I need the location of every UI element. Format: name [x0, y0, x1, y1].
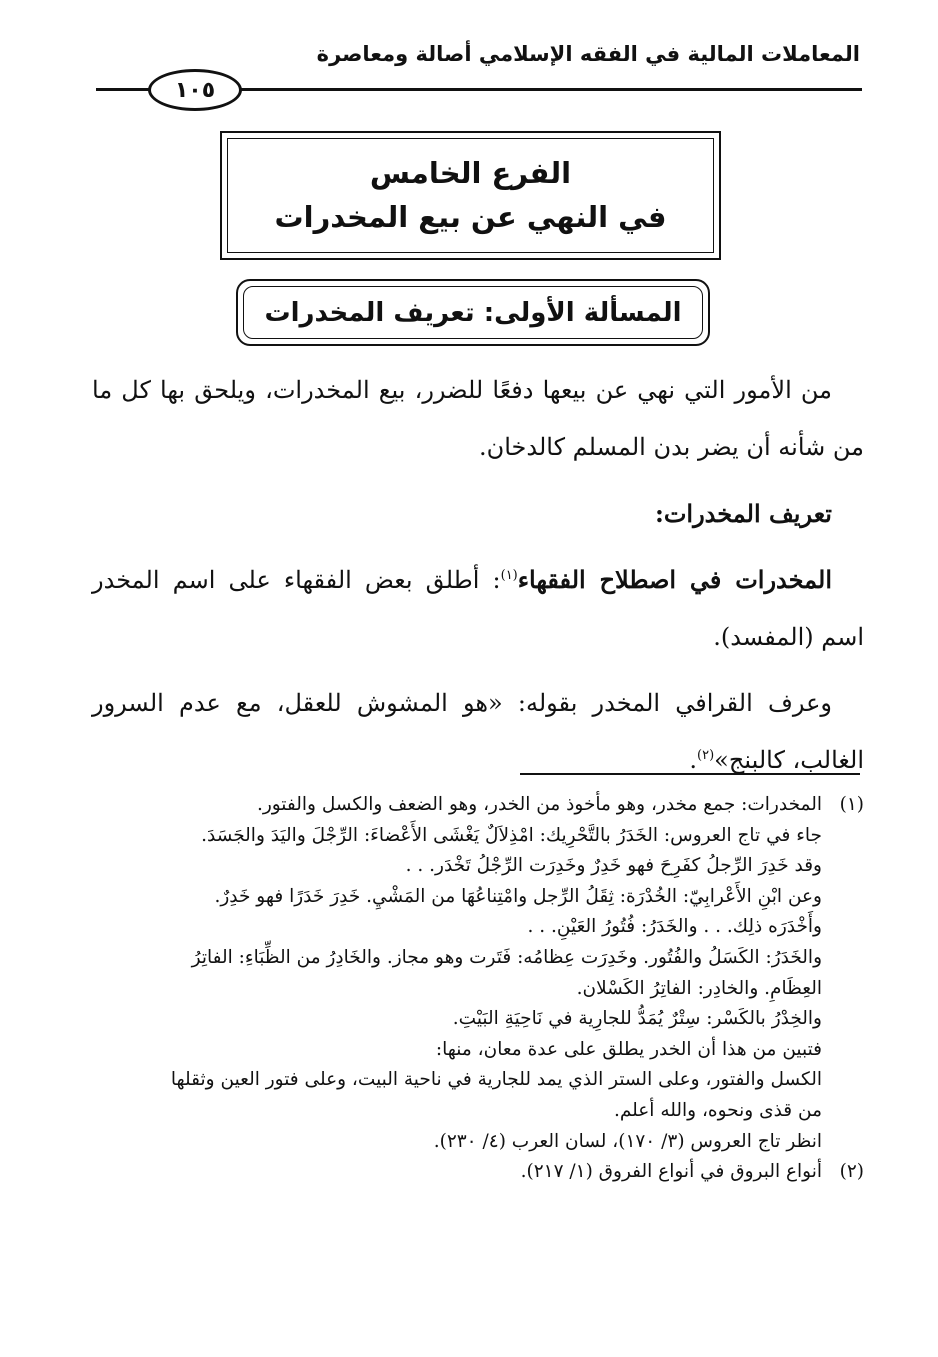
footnote-1-number: (١)	[839, 794, 864, 815]
definition-rest: : أطلق بعض الفقهاء على اسم المخدر اسم (المفسد).	[92, 566, 864, 651]
chapter-title-frame	[220, 131, 721, 260]
footnote-1-line: وأَخْدَرَه ذلِك. . . والخَدَرُ: فُتُورُ العَيْنِ. . .	[527, 916, 822, 938]
footnotes	[86, 790, 864, 1188]
chapter-title	[232, 147, 709, 244]
footnote-1-line: وقد خَدِرَ الرِّجلُ كفَرِحَ فهو خَدِرٌ وخَدِرَت الرِّجْلُ تَخْدَر. . .	[405, 855, 822, 877]
footnote-1-line: فتبين من هذا أن الخدر يطلق على عدة معان، منها:	[435, 1038, 822, 1060]
footnote-1-line: الكسل والفتور، وعلى الستر الذي يمد للجارية في ناحية البيت، وعلى فتور العين وثقلها	[170, 1069, 822, 1091]
definition-heading: تعريف المخدرات:	[654, 499, 832, 528]
section-title: المسألة الأولى: تعريف المخدرات	[264, 297, 682, 328]
footnote-2	[86, 1157, 864, 1188]
footnote-1-line: المخدرات: جمع مخدر، وهو مأخوذ من الخدر، وهو الضعف والكسل والفتور.	[256, 794, 822, 815]
footnote-separator	[520, 773, 860, 775]
page-number: ١٠٥	[148, 69, 242, 111]
footnote-ref-2[interactable]: (٢)	[697, 748, 715, 763]
footnote-1-line: والخِدْرُ بالكَسْر: سِتْرٌ يُمَدُّ للجارِية في نَاحِيَةِ البَيْتِ.	[452, 1008, 822, 1030]
footnote-2-number: (٢)	[839, 1161, 864, 1183]
chapter-title-line2: في النهي عن بيع المخدرات	[274, 199, 667, 234]
footnote-1-line: والخَدَرُ: الكَسَلُ والفُتُور. وخَدِرَت عِظامُه: فَتَرت وهو مجاز. والخَادِرُ من الظِّبَاءِ: الفاتِرُ	[191, 946, 822, 968]
chapter-title-line1: الفرع الخامس	[369, 156, 572, 190]
footnote-1-line: وعن ابْنِ الأَعْرابِيّ: الخُدْرَة: ثِقَلُ الرِّجل وامْتِناعُهَا من المَشْيِ. خَدِرَ خَدَرًا فهو خَدِرٌ.	[214, 885, 822, 907]
qarafi-end: .	[689, 746, 698, 774]
paragraph-intro: من الأمور التي نهي عن بيعها دفعًا للضرر، بيع المخدرات، ويلحق بها كل ما من شأنه أن يضر بدن المسلم كالدخان.	[92, 376, 864, 461]
paragraph-definition	[92, 551, 864, 666]
footnote-ref-1[interactable]: (١)	[500, 568, 518, 583]
running-title: المعاملات المالية في الفقه الإسلامي أصالة ومعاصرة	[316, 42, 860, 66]
footnote-1-line: من قذى ونحوه، والله أعلم.	[613, 1099, 822, 1121]
qarafi-quote: وعرف القرافي المخدر بقوله: «هو المشوش للعقل، مع عدم السرور الغالب، كالبنج»	[92, 689, 864, 774]
section-title-frame	[236, 279, 710, 346]
definition-term: المخدرات في اصطلاح الفقهاء	[517, 565, 832, 594]
footnote-1-line: العِظَامِ. والخادِر: الفاتِرُ الكَسْلان.	[576, 977, 822, 999]
footnote-1-line: جاء في تاج العروس: الخَدَرُ بالتَّحْرِيك: امْذِلاَلٌ يَغْشَى الأَعْضاءَ: الرِّجْلَ واليَدَ والجَسَدَ.	[201, 824, 822, 846]
footnote-2-text: أنواع البروق في أنواع الفروق (١/ ٢١٧).	[520, 1161, 822, 1183]
body-text	[92, 362, 864, 798]
footnote-1-line: انظر تاج العروس (٣/ ١٧٠)، لسان العرب (٤/ ٢٣٠).	[433, 1130, 822, 1152]
footnote-1	[86, 790, 864, 1157]
paragraph-qarafi	[92, 675, 864, 789]
